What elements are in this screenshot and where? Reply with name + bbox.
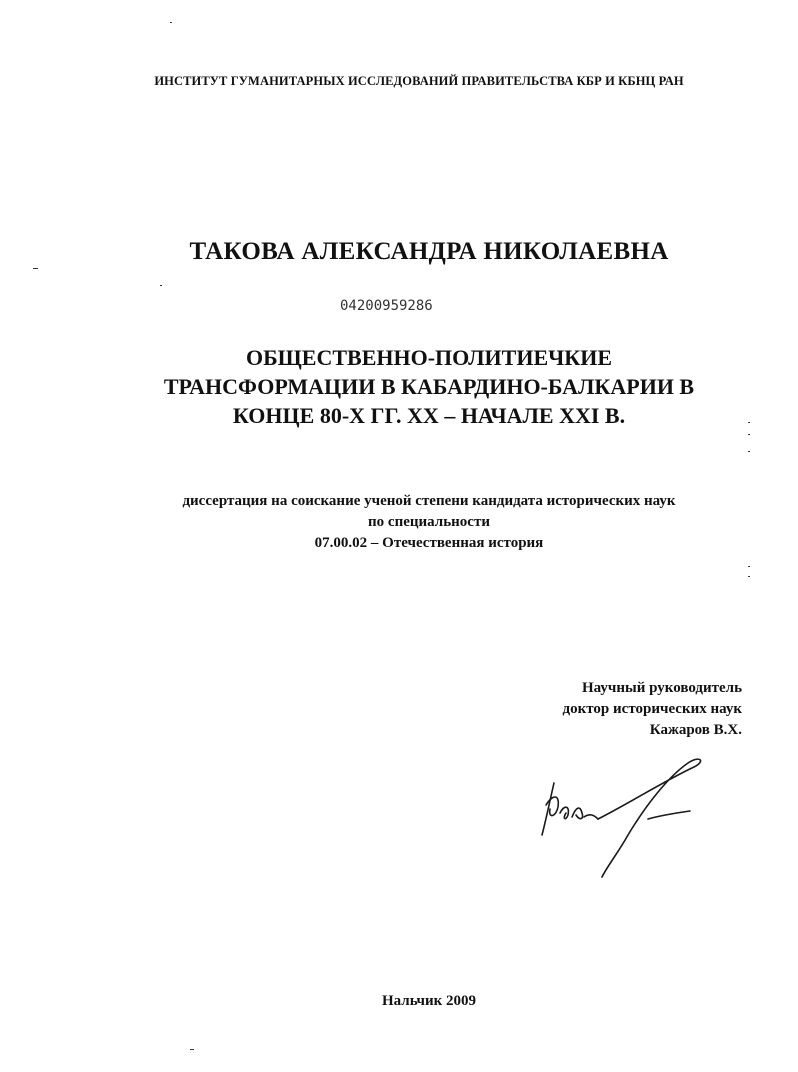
scan-speck [748, 576, 750, 577]
title-line-3: КОНЦЕ 80-Х ГГ. XX – НАЧАЛЕ XXI В. [232, 403, 626, 428]
supervisor-name: Кажаров В.Х. [649, 722, 742, 738]
scan-speck [748, 451, 750, 452]
dissertation-title [30, 343, 798, 430]
scan-speck [748, 434, 750, 435]
dissertation-specialty-label: по специальности [368, 514, 490, 530]
handwritten-signature [536, 755, 706, 880]
city-year: Нальчик 2009 [382, 993, 476, 1009]
supervisor-degree: доктор исторических наук [562, 701, 742, 717]
title-line-1: ОБЩЕСТВЕННО-ПОЛИТИЕЧКИЕ [245, 345, 613, 370]
author-name: ТАКОВА АЛЕКСАНДРА НИКОЛАЕВНА [189, 238, 669, 265]
scan-speck [190, 1049, 194, 1050]
supervisor-block [563, 678, 742, 741]
scan-speck [160, 285, 162, 286]
scan-speck [748, 566, 750, 567]
scan-speck [33, 268, 38, 269]
title-line-2: ТРАНСФОРМАЦИИ В КАБАРДИНО-БАЛКАРИИ В [163, 374, 695, 399]
dissertation-specialty-code: 07.00.02 – Отечественная история [314, 535, 544, 551]
dissertation-info [30, 491, 798, 554]
scan-speck [748, 422, 750, 423]
dissertation-degree-line: диссертация на соискание ученой степени кандидата исторических наук [182, 493, 676, 509]
scan-speck [170, 22, 172, 23]
institute-header: ИНСТИТУТ ГУМАНИТАРНЫХ ИССЛЕДОВАНИЙ ПРАВИТЕЛЬСТВА КБР И КБНЦ РАН [154, 74, 684, 88]
supervisor-role: Научный руководитель [582, 680, 742, 696]
document-code: 04200959286 [340, 298, 433, 314]
